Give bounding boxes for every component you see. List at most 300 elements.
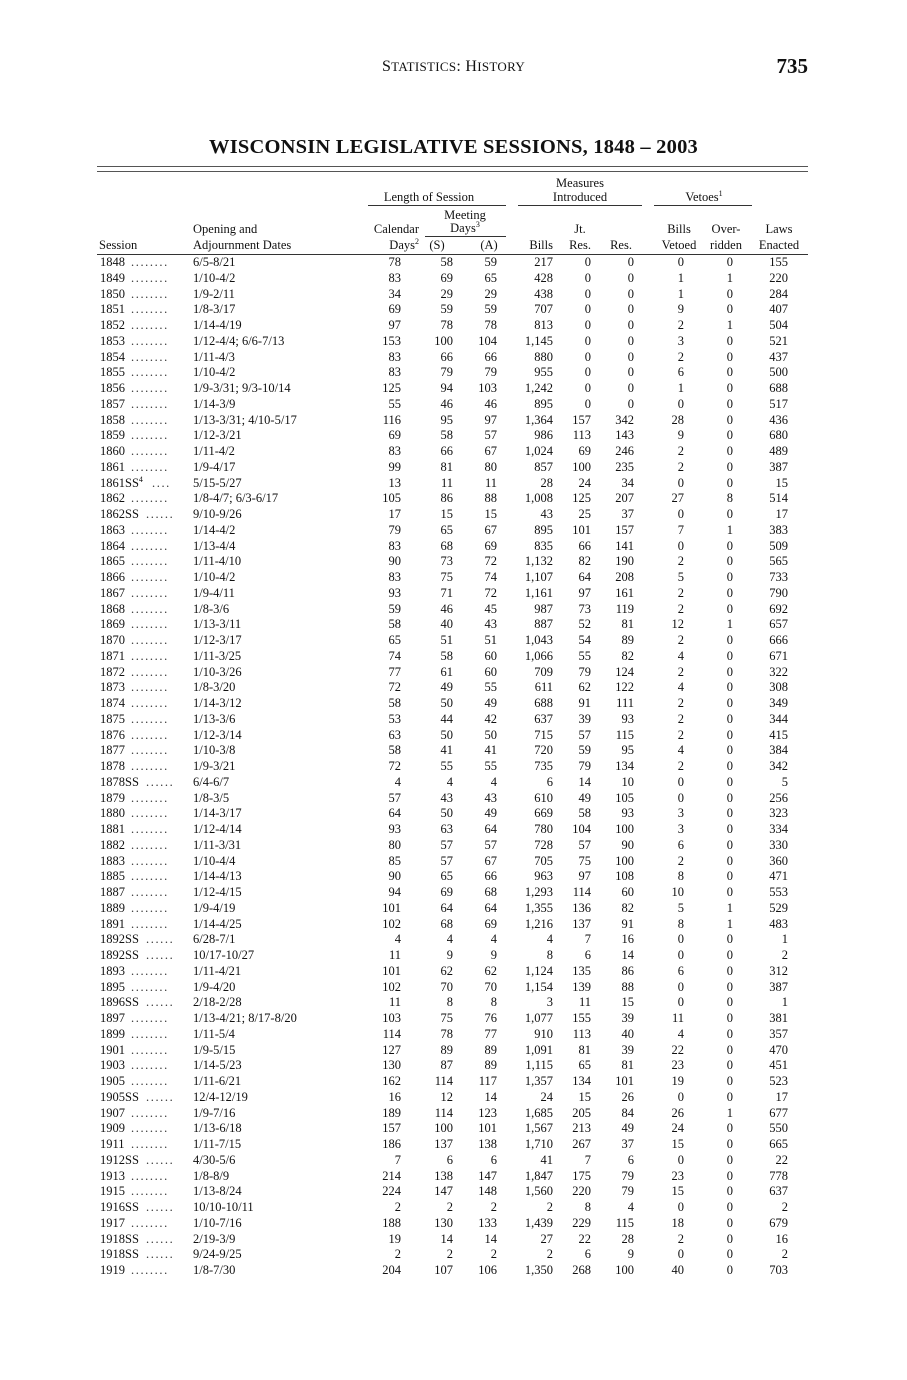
cell-res: 122 xyxy=(615,680,634,695)
cell-dates: 1/9-2/11 xyxy=(193,286,235,301)
cell-bills-vetoed: 2 xyxy=(677,853,684,868)
cell-session: 1882 xyxy=(100,837,125,852)
cell-dates: 1/10-4/2 xyxy=(193,270,236,285)
leader-dots: ........ xyxy=(131,1042,169,1057)
cell-bills: 3 xyxy=(546,995,553,1010)
cell-dates: 5/15-5/27 xyxy=(193,475,242,490)
cell-senate-days: 40 xyxy=(440,617,453,632)
cell-senate-days: 41 xyxy=(440,743,453,758)
table-row xyxy=(0,995,907,1011)
running-title: STATISTICS: HISTORY xyxy=(381,58,526,75)
leader-dots: ........ xyxy=(131,255,169,269)
cell-bills: 1,685 xyxy=(524,1105,553,1120)
cell-laws-enacted: 381 xyxy=(769,1011,788,1025)
cell-laws-enacted: 733 xyxy=(769,570,788,584)
cell-assembly-days: 46 xyxy=(484,396,497,411)
leader-dots: ........ xyxy=(131,963,169,978)
cell-assembly-days: 133 xyxy=(478,1215,497,1230)
cell-session: 1869 xyxy=(100,617,125,632)
cell-senate-days: 51 xyxy=(440,633,453,647)
cell-bills: 895 xyxy=(534,522,553,537)
cell-senate-days: 100 xyxy=(434,333,453,348)
cell-laws-enacted: 529 xyxy=(769,900,788,915)
table-row xyxy=(0,428,907,444)
cell-laws-enacted: 679 xyxy=(769,1215,788,1230)
cell-laws-enacted: 2 xyxy=(781,1247,788,1262)
cell-overridden: 0 xyxy=(726,1152,733,1167)
cell-calendar-days: 74 xyxy=(388,648,401,663)
cell-jt-res: 137 xyxy=(572,916,591,931)
cell-bills: 1,077 xyxy=(524,1011,553,1025)
cell-jt-res: 81 xyxy=(578,1042,591,1057)
cell-res: 37 xyxy=(621,507,634,521)
header-opening-line2: Adjournment Dates xyxy=(193,238,292,252)
cell-dates: 1/11-4/21 xyxy=(193,963,242,978)
leader-dots: ........ xyxy=(131,853,169,868)
cell-overridden: 0 xyxy=(726,1168,733,1183)
cell-laws-enacted: 17 xyxy=(775,1089,788,1104)
cell-res: 10 xyxy=(621,774,634,789)
cell-bills-vetoed: 0 xyxy=(677,255,684,269)
cell-overridden: 0 xyxy=(726,822,733,836)
leader-dots: ...... xyxy=(146,1231,175,1246)
cell-bills-vetoed: 2 xyxy=(677,696,684,710)
table-row xyxy=(0,806,907,822)
leader-dots: ........ xyxy=(131,585,169,600)
cell-dates: 1/13-6/18 xyxy=(193,1121,242,1136)
table-row xyxy=(0,1200,907,1216)
table-row xyxy=(0,1106,907,1122)
cell-calendar-days: 78 xyxy=(388,255,401,269)
cell-assembly-days: 67 xyxy=(484,444,497,458)
cell-assembly-days: 67 xyxy=(484,522,497,537)
cell-dates: 1/9-5/15 xyxy=(193,1042,236,1057)
cell-bills-vetoed: 2 xyxy=(677,349,684,364)
cell-calendar-days: 130 xyxy=(382,1058,401,1073)
table-row xyxy=(0,334,907,350)
cell-bills-vetoed: 6 xyxy=(677,837,684,852)
cell-overridden: 0 xyxy=(726,995,733,1010)
cell-session: 1885 xyxy=(100,869,125,884)
cell-bills: 1,355 xyxy=(524,900,553,915)
cell-calendar-days: 58 xyxy=(388,617,401,632)
cell-bills: 688 xyxy=(534,696,553,710)
cell-laws-enacted: 680 xyxy=(769,428,788,443)
cell-assembly-days: 103 xyxy=(478,381,497,395)
cell-bills-vetoed: 3 xyxy=(677,806,684,821)
cell-jt-res: 6 xyxy=(584,1247,591,1262)
cell-laws-enacted: 349 xyxy=(769,696,788,710)
cell-session: 1918SS xyxy=(100,1247,139,1262)
cell-bills-vetoed: 9 xyxy=(677,428,684,443)
cell-senate-days: 58 xyxy=(440,255,453,269)
cell-calendar-days: 83 xyxy=(388,570,401,584)
cell-bills: 1,350 xyxy=(524,1263,553,1277)
leader-dots: ........ xyxy=(131,412,169,427)
cell-assembly-days: 106 xyxy=(478,1263,497,1277)
cell-calendar-days: 13 xyxy=(388,475,401,490)
cell-laws-enacted: 637 xyxy=(769,1184,788,1199)
cell-res: 39 xyxy=(621,1042,634,1057)
cell-bills: 4 xyxy=(546,932,553,947)
cell-senate-days: 64 xyxy=(440,900,453,915)
cell-overridden: 1 xyxy=(726,1105,733,1120)
cell-bills-vetoed: 0 xyxy=(677,1089,684,1104)
cell-senate-days: 68 xyxy=(440,538,453,553)
cell-laws-enacted: 323 xyxy=(769,806,788,821)
cell-res: 0 xyxy=(627,396,634,411)
cell-jt-res: 15 xyxy=(578,1089,591,1104)
cell-bills: 1,161 xyxy=(524,585,553,600)
cell-calendar-days: 105 xyxy=(382,491,401,506)
cell-assembly-days: 65 xyxy=(484,270,497,285)
cell-overridden: 0 xyxy=(726,1074,733,1088)
cell-session: 1903 xyxy=(100,1058,125,1073)
cell-calendar-days: 101 xyxy=(382,963,401,978)
cell-senate-days: 14 xyxy=(440,1231,453,1246)
cell-assembly-days: 4 xyxy=(490,774,497,789)
table-row xyxy=(0,491,907,507)
cell-overridden: 0 xyxy=(726,664,733,679)
cell-dates: 1/13-3/11 xyxy=(193,617,242,632)
cell-session: 1866 xyxy=(100,570,125,584)
leader-dots: ........ xyxy=(131,1263,169,1277)
cell-dates: 1/12-4/15 xyxy=(193,885,242,899)
cell-assembly-days: 2 xyxy=(490,1200,497,1214)
cell-bills-vetoed: 3 xyxy=(677,822,684,836)
table-row xyxy=(0,476,907,492)
footnote-marker: 4 xyxy=(138,474,143,484)
cell-bills: 707 xyxy=(534,302,553,317)
cell-res: 79 xyxy=(621,1184,634,1199)
table-row xyxy=(0,665,907,681)
cell-dates: 1/12-3/14 xyxy=(193,727,242,742)
cell-bills: 1,107 xyxy=(524,570,553,584)
cell-laws-enacted: 15 xyxy=(775,475,788,490)
cell-senate-days: 49 xyxy=(440,680,453,695)
cell-jt-res: 0 xyxy=(584,396,591,411)
cell-session: 1876 xyxy=(100,727,125,742)
cell-laws-enacted: 703 xyxy=(769,1263,788,1277)
cell-laws-enacted: 342 xyxy=(769,759,788,773)
cell-res: 157 xyxy=(615,522,634,537)
cell-bills-vetoed: 0 xyxy=(677,1152,684,1167)
cell-session: 1861 xyxy=(100,459,125,474)
cell-assembly-days: 14 xyxy=(484,1231,497,1246)
cell-session: 1862SS xyxy=(100,507,139,521)
cell-dates: 1/13-3/6 xyxy=(193,711,236,726)
cell-jt-res: 104 xyxy=(572,822,591,836)
cell-dates: 1/14-3/12 xyxy=(193,696,242,710)
cell-jt-res: 69 xyxy=(578,444,591,458)
leader-dots: ........ xyxy=(131,349,169,364)
page-number: 735 xyxy=(776,54,808,78)
cell-bills: 1,145 xyxy=(524,333,553,348)
cell-bills: 6 xyxy=(546,774,553,789)
cell-bills-vetoed: 2 xyxy=(677,554,684,569)
table-row xyxy=(0,381,907,397)
cell-calendar-days: 94 xyxy=(388,885,401,899)
cell-res: 0 xyxy=(627,333,634,348)
cell-session: $1861SS^4$ xyxy=(100,474,143,490)
cell-laws-enacted: 436 xyxy=(769,412,788,427)
cell-assembly-days: 89 xyxy=(484,1058,497,1073)
leader-dots: ........ xyxy=(131,601,169,616)
cell-overridden: 0 xyxy=(726,1089,733,1104)
cell-calendar-days: 85 xyxy=(388,853,401,868)
cell-assembly-days: 123 xyxy=(478,1105,497,1120)
header-bills-vetoed-line1: Bills xyxy=(667,222,691,236)
leader-dots: ........ xyxy=(131,869,169,884)
cell-laws-enacted: 677 xyxy=(769,1105,788,1120)
cell-dates: 1/8-3/5 xyxy=(193,790,230,805)
cell-laws-enacted: 322 xyxy=(769,664,788,679)
cell-overridden: 0 xyxy=(726,790,733,805)
cell-calendar-days: 153 xyxy=(382,333,401,348)
cell-overridden: 0 xyxy=(726,932,733,947)
table-row xyxy=(0,759,907,775)
cell-dates: 1/13-4/4 xyxy=(193,538,236,553)
cell-calendar-days: 11 xyxy=(388,948,401,962)
cell-calendar-days: 83 xyxy=(388,349,401,364)
cell-dates: 1/14-4/19 xyxy=(193,318,242,332)
cell-bills-vetoed: 23 xyxy=(671,1168,684,1183)
cell-bills: 1,024 xyxy=(524,444,553,458)
cell-senate-days: 78 xyxy=(440,1026,453,1041)
cell-assembly-days: 42 xyxy=(484,711,497,726)
table-row xyxy=(0,602,907,618)
cell-res: 141 xyxy=(615,538,634,553)
cell-laws-enacted: 665 xyxy=(769,1137,788,1151)
cell-overridden: 0 xyxy=(726,711,733,726)
cell-session: 1855 xyxy=(100,365,125,380)
cell-laws-enacted: 514 xyxy=(769,491,788,506)
cell-session: 1864 xyxy=(100,538,125,553)
leader-dots: ........ xyxy=(131,727,169,742)
cell-senate-days: 89 xyxy=(440,1042,453,1057)
header-meeting-line2: Days$^3$ xyxy=(450,220,480,235)
cell-assembly-days: 29 xyxy=(484,286,497,301)
leader-dots: ...... xyxy=(146,1089,175,1104)
cell-assembly-days: 8 xyxy=(490,995,497,1010)
cell-bills: 1,710 xyxy=(524,1137,553,1151)
cell-laws-enacted: 308 xyxy=(769,680,788,695)
header-laws-line1: Laws xyxy=(765,222,793,236)
cell-laws-enacted: 2 xyxy=(781,1200,788,1214)
cell-bills-vetoed: 0 xyxy=(677,790,684,805)
cell-senate-days: 2 xyxy=(446,1200,453,1214)
table-row xyxy=(0,365,907,381)
leader-dots: ........ xyxy=(131,459,169,474)
cell-jt-res: 62 xyxy=(578,680,591,695)
cell-overridden: 0 xyxy=(726,428,733,443)
cell-assembly-days: 50 xyxy=(484,727,497,742)
cell-bills: 1,357 xyxy=(524,1074,553,1088)
cell-bills: 438 xyxy=(534,286,553,301)
table-row xyxy=(0,318,907,334)
cell-session: 1892SS xyxy=(100,932,139,947)
cell-res: 246 xyxy=(615,444,634,458)
cell-overridden: 0 xyxy=(726,727,733,742)
cell-dates: 1/12-4/14 xyxy=(193,822,242,836)
cell-dates: 12/4-12/19 xyxy=(193,1089,248,1104)
cell-jt-res: 65 xyxy=(578,1058,591,1073)
cell-session: 1911 xyxy=(100,1137,125,1151)
leader-dots: ........ xyxy=(131,522,169,537)
cell-dates: 1/14-3/9 xyxy=(193,396,236,411)
table-row xyxy=(0,570,907,586)
cell-bills: 1,091 xyxy=(524,1042,553,1057)
cell-calendar-days: 79 xyxy=(388,522,401,537)
cell-res: 82 xyxy=(621,648,634,663)
table-row xyxy=(0,1263,907,1279)
cell-laws-enacted: 553 xyxy=(769,885,788,899)
cell-jt-res: 139 xyxy=(572,979,591,994)
cell-overridden: 1 xyxy=(726,617,733,632)
table-row xyxy=(0,854,907,870)
cell-senate-days: 87 xyxy=(440,1058,453,1073)
table-row xyxy=(0,885,907,901)
cell-bills-vetoed: 12 xyxy=(671,617,684,632)
cell-calendar-days: 4 xyxy=(394,774,401,789)
cell-calendar-days: 55 xyxy=(388,396,401,411)
cell-laws-enacted: 360 xyxy=(769,853,788,868)
cell-res: 0 xyxy=(627,365,634,380)
cell-bills-vetoed: 2 xyxy=(677,759,684,773)
cell-bills: 963 xyxy=(534,869,553,884)
table-row xyxy=(0,1121,907,1137)
cell-senate-days: 29 xyxy=(440,286,453,301)
leader-dots: ........ xyxy=(131,900,169,915)
cell-dates: 6/5-8/21 xyxy=(193,255,236,269)
cell-assembly-days: 147 xyxy=(478,1168,497,1183)
cell-senate-days: 15 xyxy=(440,507,453,521)
cell-jt-res: 54 xyxy=(578,633,591,647)
cell-res: 39 xyxy=(621,1011,634,1025)
leader-dots: .... xyxy=(152,475,171,490)
cell-overridden: 0 xyxy=(726,365,733,380)
cell-bills-vetoed: 7 xyxy=(677,522,684,537)
cell-res: 235 xyxy=(615,459,634,474)
cell-session: 1879 xyxy=(100,790,125,805)
table-row xyxy=(0,901,907,917)
cell-calendar-days: 186 xyxy=(382,1137,401,1151)
cell-jt-res: 14 xyxy=(578,774,591,789)
cell-calendar-days: 116 xyxy=(382,412,401,427)
cell-dates: 1/11-4/2 xyxy=(193,444,235,458)
cell-dates: 6/4-6/7 xyxy=(193,774,230,789)
cell-senate-days: 46 xyxy=(440,396,453,411)
cell-res: 0 xyxy=(627,270,634,285)
header-assembly-days: (A) xyxy=(480,238,498,252)
cell-dates: 1/11-6/21 xyxy=(193,1074,242,1088)
cell-calendar-days: 4 xyxy=(394,932,401,947)
cell-overridden: 0 xyxy=(726,1026,733,1041)
cell-bills-vetoed: 5 xyxy=(677,570,684,584)
cell-session: 1858 xyxy=(100,412,125,427)
cell-assembly-days: 77 xyxy=(484,1026,497,1041)
cell-senate-days: 50 xyxy=(440,727,453,742)
cell-jt-res: 157 xyxy=(572,412,591,427)
cell-senate-days: 58 xyxy=(440,648,453,663)
cell-dates: 1/8-7/30 xyxy=(193,1263,236,1277)
header-rule-meeting xyxy=(425,236,506,237)
cell-assembly-days: 2 xyxy=(490,1247,497,1262)
cell-res: 84 xyxy=(621,1105,634,1120)
cell-bills-vetoed: 0 xyxy=(677,979,684,994)
cell-calendar-days: 19 xyxy=(388,1231,401,1246)
table-row xyxy=(0,948,907,964)
leader-dots: ........ xyxy=(131,538,169,553)
cell-assembly-days: 57 xyxy=(484,837,497,852)
cell-jt-res: 97 xyxy=(578,585,591,600)
cell-session: 1878SS xyxy=(100,774,139,789)
cell-calendar-days: 72 xyxy=(388,759,401,773)
leader-dots: ........ xyxy=(131,1026,169,1041)
cell-laws-enacted: 657 xyxy=(769,617,788,632)
cell-assembly-days: 80 xyxy=(484,459,497,474)
leader-dots: ........ xyxy=(131,270,169,285)
cell-session: 1905SS xyxy=(100,1089,139,1104)
header-laws-line2: Enacted xyxy=(758,238,800,252)
cell-dates: 1/8-3/6 xyxy=(193,601,230,616)
cell-senate-days: 66 xyxy=(440,349,453,364)
cell-jt-res: 134 xyxy=(572,1074,591,1088)
leader-dots: ........ xyxy=(131,711,169,726)
cell-jt-res: 6 xyxy=(584,948,591,962)
cell-dates: 1/14-5/23 xyxy=(193,1058,242,1073)
cell-laws-enacted: 415 xyxy=(769,727,788,742)
cell-session: 1875 xyxy=(100,711,125,726)
cell-assembly-days: 66 xyxy=(484,869,497,884)
cell-assembly-days: 60 xyxy=(484,648,497,663)
cell-bills: 27 xyxy=(540,1231,553,1246)
cell-jt-res: 205 xyxy=(572,1105,591,1120)
cell-dates: 1/13-8/24 xyxy=(193,1184,242,1199)
running-head xyxy=(0,54,907,80)
cell-laws-enacted: 155 xyxy=(769,255,788,269)
cell-bills: 895 xyxy=(534,396,553,411)
cell-bills-vetoed: 22 xyxy=(671,1042,684,1057)
cell-jt-res: 101 xyxy=(572,522,591,537)
cell-senate-days: 95 xyxy=(440,412,453,427)
cell-calendar-days: 80 xyxy=(388,837,401,852)
cell-calendar-days: 16 xyxy=(388,1089,401,1104)
cell-bills-vetoed: 26 xyxy=(671,1105,684,1120)
cell-laws-enacted: 437 xyxy=(769,349,788,364)
cell-bills-vetoed: 27 xyxy=(671,491,684,506)
leader-dots: ........ xyxy=(131,333,169,348)
leader-dots: ........ xyxy=(131,648,169,663)
table-row xyxy=(0,1169,907,1185)
cell-bills: 43 xyxy=(540,507,553,521)
cell-senate-days: 75 xyxy=(440,570,453,584)
cell-assembly-days: 76 xyxy=(484,1011,497,1025)
cell-session: 1872 xyxy=(100,664,125,679)
cell-laws-enacted: 471 xyxy=(769,869,788,884)
cell-bills: 1,124 xyxy=(524,963,553,978)
cell-laws-enacted: 483 xyxy=(769,916,788,931)
cell-laws-enacted: 256 xyxy=(769,790,788,805)
cell-assembly-days: 74 xyxy=(484,570,497,584)
cell-senate-days: 147 xyxy=(434,1184,453,1199)
cell-calendar-days: 69 xyxy=(388,428,401,443)
leader-dots: ........ xyxy=(131,664,169,679)
cell-bills-vetoed: 4 xyxy=(677,743,684,758)
cell-bills-vetoed: 24 xyxy=(671,1121,684,1136)
cell-calendar-days: 53 xyxy=(388,711,401,726)
cell-overridden: 0 xyxy=(726,633,733,647)
